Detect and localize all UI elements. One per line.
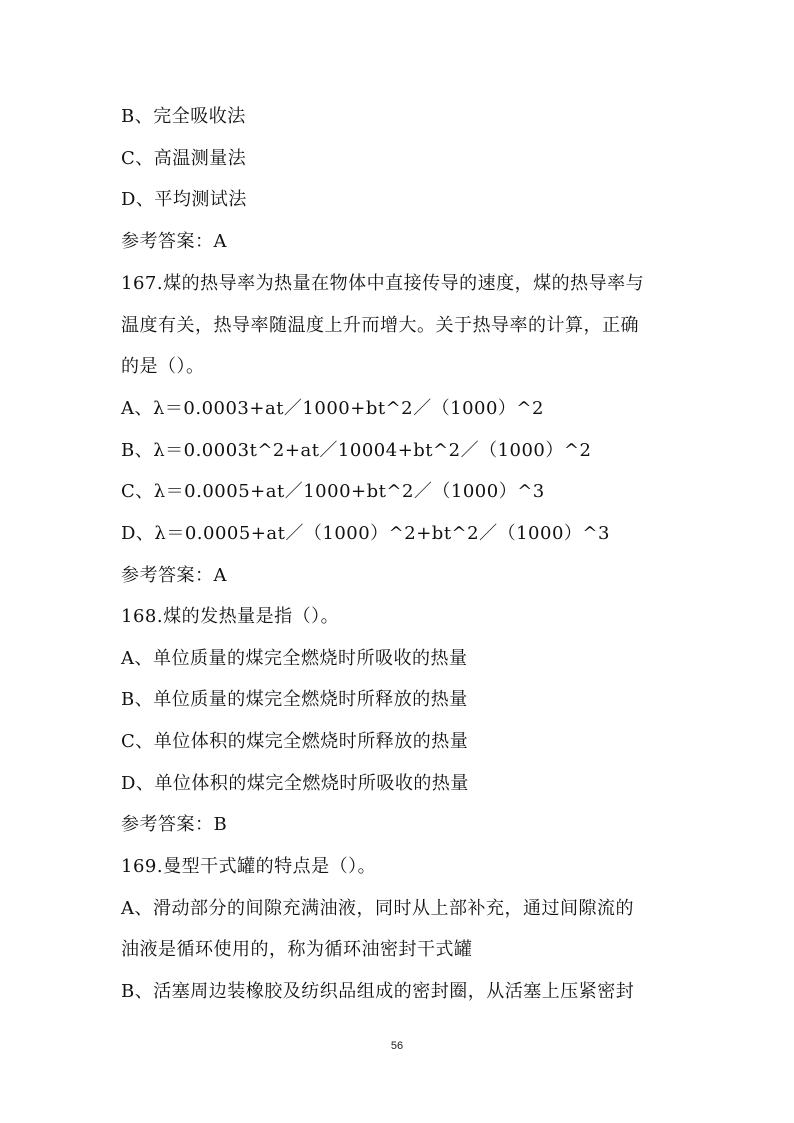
question-167-line-2: 温度有关，热导率随温度上升而增大。关于热导率的计算，正确 — [121, 315, 639, 336]
question-167-option-d: D、λ＝0.0005+at／（1000）^2+bt^2／（1000）^3 — [121, 523, 610, 544]
question-167-option-a: A、λ＝0.0003+at／1000+bt^2／（1000）^2 — [121, 398, 544, 419]
question-167-line-1: 167.煤的热导率为热量在物体中直接传导的速度，煤的热导率与 — [121, 273, 645, 294]
question-168-option-a: A、单位质量的煤完全燃烧时所吸收的热量 — [121, 648, 468, 669]
answer-line: 参考答案：A — [121, 231, 227, 252]
page-number: 56 — [390, 1040, 404, 1052]
option-d-line: D、平均测试法 — [121, 189, 247, 210]
option-b-line: B、完全吸收法 — [121, 106, 246, 127]
question-169-option-a-line-2: 油液是循环使用的，称为循环油密封干式罐 — [121, 939, 473, 960]
question-168-line: 168.煤的发热量是指（）。 — [121, 606, 340, 627]
question-168-answer: 参考答案：B — [121, 814, 228, 835]
question-167-option-c: C、λ＝0.0005+at／1000+bt^2／（1000）^3 — [121, 481, 545, 502]
question-169-option-b-line: B、活塞周边装橡胶及纺织品组成的密封圈，从活塞上压紧密封 — [121, 981, 635, 1002]
question-167-line-3: 的是（）。 — [121, 356, 205, 377]
question-167-option-b: B、λ＝0.0003t^2+at／10004+bt^2／（1000）^2 — [121, 440, 592, 461]
question-168-option-b: B、单位质量的煤完全燃烧时所释放的热量 — [121, 689, 468, 710]
question-168-option-d: D、单位体积的煤完全燃烧时所吸收的热量 — [121, 773, 469, 794]
question-167-answer: 参考答案：A — [121, 565, 227, 586]
option-c-line: C、高温测量法 — [121, 148, 247, 169]
question-168-option-c: C、单位体积的煤完全燃烧时所释放的热量 — [121, 731, 469, 752]
question-169-option-a-line-1: A、滑动部分的间隙充满油液，同时从上部补充，通过间隙流的 — [121, 898, 634, 919]
question-169-line: 169.曼型干式罐的特点是（）。 — [121, 856, 377, 877]
